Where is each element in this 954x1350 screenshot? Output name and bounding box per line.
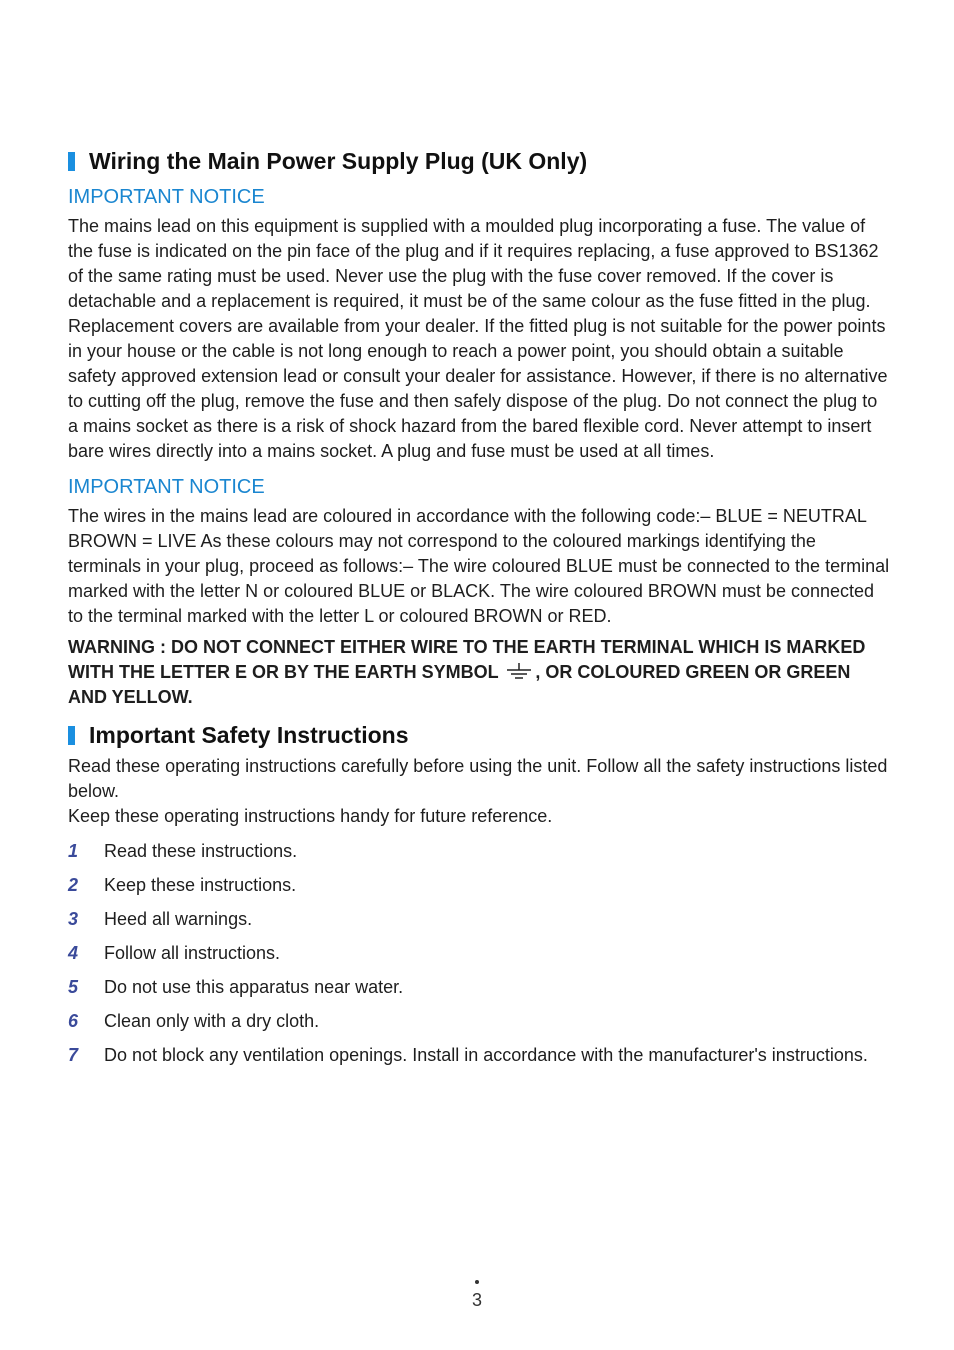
notice-body-fuse: The mains lead on this equipment is supplied with a moulded plug incorporating a fuse. The value of the fuse is indicated on the pin face of the plug and if it requires replacing, a fuse approved to BS1362 of the same rating must be used. Never use the plug with the fuse cover removed. If the cover is detachable and a replacement is required, it must be of the same colour as the fuse fitted in the plug. Replacement covers are available from your dealer. If the fitted plug is not suitable for the power points in your house or the cable is not long enough to reach a power point, you should obtain a suitable safety approved extension lead or consult your dealer for assistance. However, if there is no alternative to cutting off the plug, remove the fuse and then safely dispose of the plug. Do not connect the plug to a mains socket as there is a risk of shock hazard from the bared flexible cord. Never attempt to insert bare wires directly into a mains socket. A plug and fuse must be used at all times. <box>68 216 888 461</box>
safety-instructions-list <box>68 839 890 1068</box>
important-notice-title: IMPORTANT NOTICE <box>68 186 265 208</box>
notice-body-wires: The wires in the mains lead are coloured in accordance with the following code:– BLUE = NEUTRAL BROWN = LIVE As these colours may not correspond to the coloured markings identifying the terminals in your plug, proceed as follows:– The wire coloured BLUE must be connected to the terminal marked with the letter N or coloured BLUE or BLACK. The wire coloured BROWN must be connected to the terminal marked with the letter L or coloured BROWN or RED. <box>68 506 890 626</box>
page-number: 3 <box>471 1290 482 1310</box>
list-number: 5 <box>68 977 79 997</box>
page-content <box>68 146 890 1077</box>
list-item <box>68 873 890 898</box>
heading-marker <box>68 152 75 171</box>
earth-warning <box>68 635 890 710</box>
list-text: Clean only with a dry cloth. <box>104 1011 320 1031</box>
warning-text-before: WARNING : DO NOT CONNECT EITHER WIRE TO THE EARTH TERMINAL WHICH IS MARKED WITH THE LETTER E OR BY THE EARTH SYMBOL <box>68 637 866 682</box>
important-notice-title: IMPORTANT NOTICE <box>68 476 265 498</box>
list-item <box>68 907 890 932</box>
footer-dot <box>475 1280 479 1284</box>
list-text: Do not block any ventilation openings. Install in accordance with the manufacturer's instructions. <box>104 1045 868 1065</box>
list-number: 2 <box>68 875 79 895</box>
list-text: Heed all warnings. <box>104 909 253 929</box>
list-number: 7 <box>68 1045 79 1065</box>
section-heading-text: Wiring the Main Power Supply Plug (UK Only) <box>89 148 588 174</box>
section-heading-text: Important Safety Instructions <box>89 722 409 748</box>
safety-intro: Read these operating instructions carefully before using the unit. Follow all the safety instructions listed below. <box>68 756 888 801</box>
heading-marker <box>68 726 75 745</box>
section-heading-safety <box>68 720 890 750</box>
list-text: Do not use this apparatus near water. <box>104 977 404 997</box>
warning-text-after: , OR COLOURED GREEN OR GREEN AND YELLOW. <box>68 662 851 707</box>
list-number: 1 <box>68 841 79 861</box>
list-item <box>68 1043 890 1068</box>
section-heading-wiring <box>68 146 890 176</box>
list-text: Keep these instructions. <box>104 875 297 895</box>
list-item <box>68 1009 890 1034</box>
list-text: Follow all instructions. <box>104 943 281 963</box>
list-item <box>68 941 890 966</box>
list-item <box>68 975 890 1000</box>
list-text: Read these instructions. <box>104 841 298 861</box>
earth-symbol-icon <box>505 662 533 680</box>
list-item <box>68 839 890 864</box>
list-number: 3 <box>68 909 79 929</box>
list-number: 6 <box>68 1011 79 1031</box>
safety-intro-keep: Keep these operating instructions handy for future reference. <box>68 806 553 826</box>
list-number: 4 <box>68 943 79 963</box>
